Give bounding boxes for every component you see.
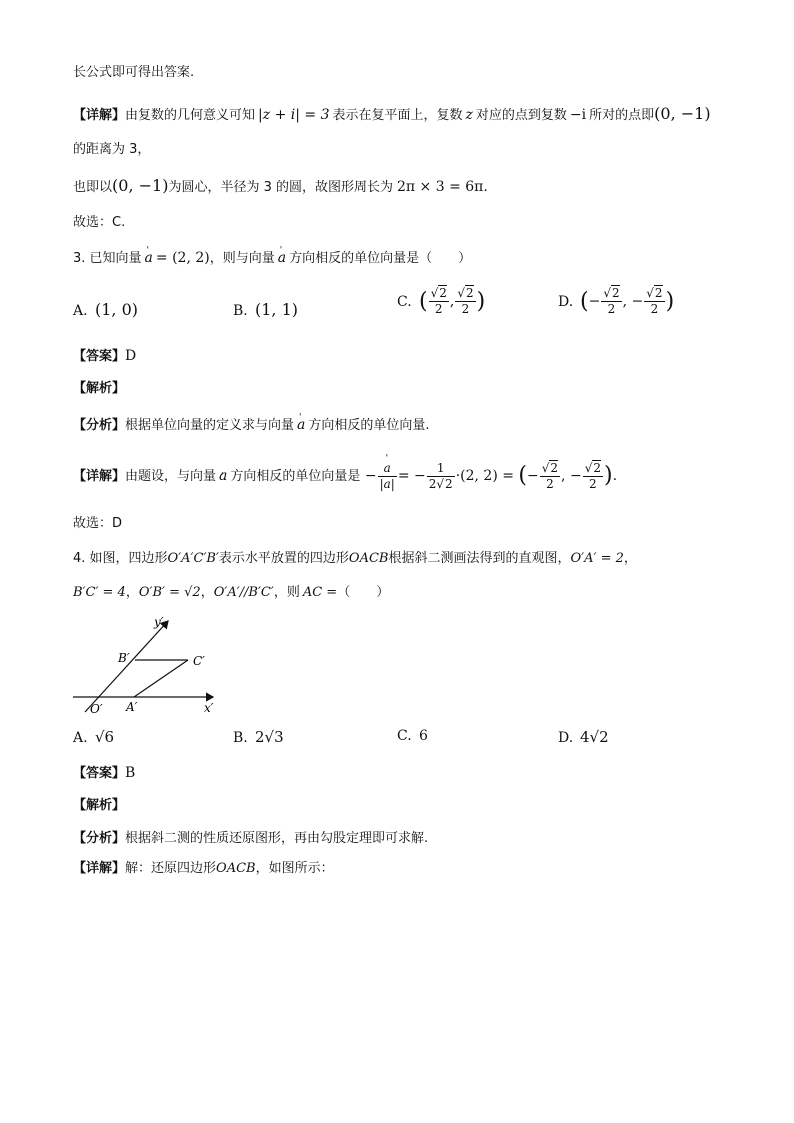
- math: = (2, 2): [155, 250, 210, 266]
- text-line: 的距离为 3，: [73, 142, 151, 157]
- answer-tag: 【答案】: [73, 766, 126, 781]
- text: 所对的点即: [589, 108, 655, 123]
- paren: ): [665, 289, 675, 314]
- math: O′A′C′B′: [167, 551, 219, 566]
- answer-line: [73, 346, 136, 367]
- text: 也即以: [73, 180, 113, 195]
- text: ，: [623, 551, 637, 566]
- text: 方向相反的单位向量是（ ）: [289, 251, 472, 266]
- option-value: 6: [419, 728, 428, 744]
- fenxi-tag: 【分析】: [73, 831, 126, 846]
- option-d[interactable]: D. (− $\frac{√2}{2}$ , − $\frac{√2}{2}$ ): [558, 286, 675, 316]
- label-x-prime: x′: [204, 701, 214, 715]
- edge-a-c: [134, 660, 188, 697]
- answer-value: B: [125, 765, 136, 781]
- option-value: 4√2: [580, 728, 609, 746]
- vector-a: ' a: [145, 250, 153, 266]
- text: .: [483, 179, 488, 195]
- answer-tag: 【答案】: [73, 349, 126, 364]
- math: B′C′ = 4: [73, 585, 126, 600]
- vector-a: ' a: [297, 417, 305, 433]
- label-b-prime: B′: [118, 651, 130, 665]
- option-label: B.: [233, 730, 248, 746]
- text: 由题设，与向量: [125, 469, 217, 484]
- label-o-prime: O′: [90, 702, 103, 716]
- text: 对应的点到复数: [475, 108, 567, 123]
- text: 方向相反的单位向量是: [230, 469, 361, 484]
- option-value: √6: [95, 728, 115, 746]
- option-label: C.: [397, 728, 412, 744]
- text: .: [612, 468, 618, 484]
- choose-line: 故选：D: [73, 516, 123, 531]
- fraction: $\frac{√2}{2}$: [603, 286, 620, 316]
- option-label: D.: [558, 293, 574, 310]
- option-label: A.: [73, 303, 88, 319]
- analysis-tag: 【解析】: [73, 798, 126, 813]
- detail-line: [73, 104, 711, 126]
- detail-tag: 【详解】: [73, 108, 126, 123]
- math: AC =: [302, 585, 338, 600]
- detail-tag: 【详解】: [73, 861, 126, 876]
- math-neg-i: −i: [569, 107, 587, 123]
- option-c[interactable]: C. ( $\frac{√2}{2}$ , $\frac{√2}{2}$ ): [397, 286, 486, 316]
- option-b[interactable]: [233, 728, 284, 746]
- xiangjie-line: [73, 458, 617, 498]
- math: O′B′ = √2: [138, 585, 201, 600]
- option-label: C.: [397, 293, 412, 310]
- text: ，则: [273, 585, 300, 600]
- paren: ): [476, 289, 486, 314]
- text-line: 长公式即可得出答案.: [73, 65, 195, 80]
- text: 3. 已知向量: [73, 251, 142, 266]
- fraction: $\frac{√2}{2}$: [457, 286, 474, 316]
- option-b[interactable]: [233, 300, 298, 319]
- math-point: (0, −1): [654, 104, 711, 123]
- option-label: B.: [233, 303, 248, 319]
- answer-value: D: [125, 348, 137, 364]
- paren: (: [419, 289, 428, 314]
- vector-a: ' a: [219, 468, 227, 484]
- question-4-stem-cont: [73, 582, 389, 603]
- math: O′A′//B′C′: [213, 585, 274, 600]
- option-d[interactable]: [558, 728, 609, 746]
- label-c-prime: C′: [193, 654, 205, 668]
- math-z: z: [465, 107, 473, 123]
- text: （ ）: [337, 585, 390, 600]
- y-axis: [85, 621, 168, 712]
- fenxi-line: [73, 828, 428, 849]
- math-expr: 2π × 3 = 6π: [396, 179, 484, 195]
- option-a[interactable]: [73, 728, 114, 746]
- option-label: A.: [73, 730, 88, 746]
- text: 表示水平放置的四边形: [218, 551, 349, 566]
- option-value: (1, 0): [95, 300, 139, 319]
- text: 4. 如图，四边形: [73, 551, 168, 566]
- math-point: (0, −1): [112, 176, 169, 195]
- analysis-line: [73, 795, 125, 816]
- math-expr: − ' $\frac{a}{|a|}$ = − $\frac{1}{2√2}$ ·(2, 2) = (− $\frac{√2}{2}$ , − $\frac{√2}{2}$ ): [365, 468, 613, 484]
- option-value: (1, 1): [255, 300, 299, 319]
- math-abs: |z + i| = 3: [258, 107, 330, 123]
- vector-a: ' a: [278, 250, 286, 266]
- text: 解：还原四边形: [125, 861, 217, 876]
- label-a-prime: A′: [126, 700, 138, 714]
- xiangjie-line: [73, 858, 334, 879]
- detail-tag: 【详解】: [73, 469, 126, 484]
- text: ，: [200, 585, 214, 600]
- math: OACB: [348, 551, 389, 566]
- fenxi-line: [73, 415, 430, 436]
- analysis-line: [73, 378, 125, 399]
- option-c[interactable]: [397, 728, 428, 744]
- oblique-figure: [70, 612, 230, 720]
- text-line: [73, 176, 488, 198]
- text: 方向相反的单位向量.: [308, 418, 430, 433]
- analysis-tag: 【解析】: [73, 381, 126, 396]
- text: 由复数的几何意义可知: [125, 108, 256, 123]
- text: 根据斜二测的性质还原图形，再由勾股定理即可求解.: [125, 831, 429, 846]
- question-4-stem: [73, 548, 637, 569]
- choose-line: 故选：C.: [73, 215, 126, 230]
- math: OACB: [216, 861, 256, 876]
- text: ，则与向量: [209, 251, 275, 266]
- option-value: 2√3: [255, 728, 284, 746]
- text: 根据单位向量的定义求与向量: [125, 418, 295, 433]
- paren: (: [580, 289, 589, 314]
- text: ，: [125, 585, 139, 600]
- math: O′A′ = 2: [570, 551, 624, 566]
- option-a[interactable]: [73, 300, 138, 319]
- label-y-prime: y′: [154, 615, 164, 629]
- text: 根据斜二测画法得到的直观图，: [388, 551, 571, 566]
- option-label: D.: [558, 730, 574, 746]
- answer-line: [73, 763, 135, 784]
- text: ，如图所示：: [255, 861, 334, 876]
- question-3-stem: [73, 248, 471, 269]
- text: 表示在复平面上，复数: [332, 108, 463, 123]
- fraction: $\frac{√2}{2}$: [430, 286, 447, 316]
- text: 为圆心，半径为 3 的圆，故图形周长为: [168, 180, 393, 195]
- fenxi-tag: 【分析】: [73, 418, 126, 433]
- fraction: $\frac{√2}{2}$: [646, 286, 663, 316]
